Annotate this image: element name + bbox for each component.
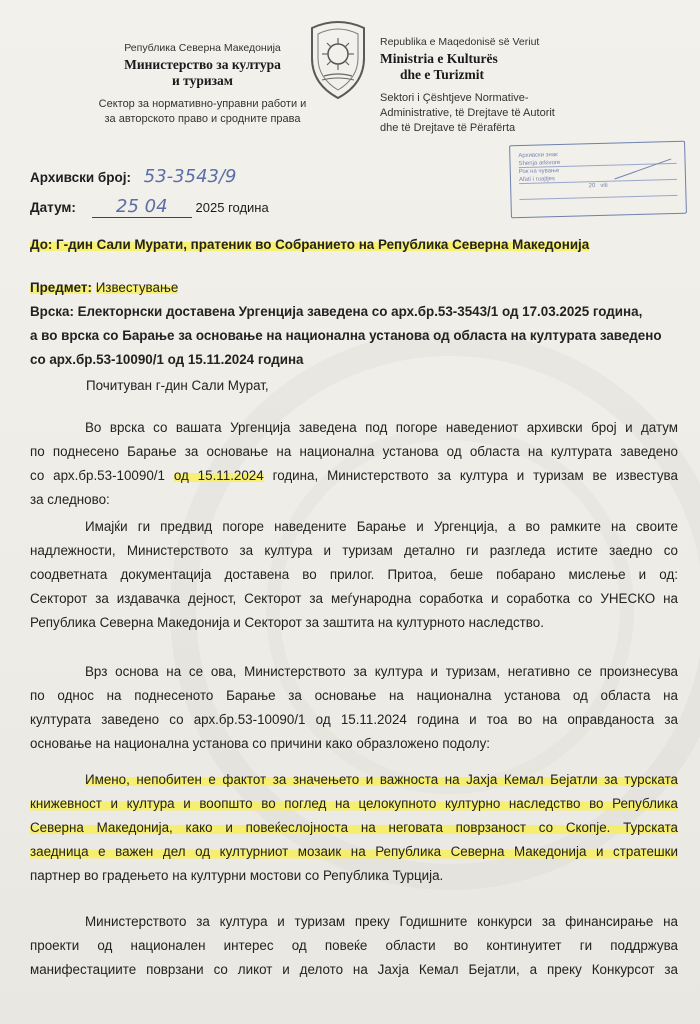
republic-name-mk: Република Северна Македонија <box>124 42 281 54</box>
ministry-name-mk: Министерство за култура и туризам <box>124 57 281 88</box>
sector-name-mk: Сектор за нормативно-управни работи и за авторското право и сродните права <box>98 98 307 125</box>
archive-date-row <box>30 196 269 218</box>
archive-stamp: Архивски знак Shenja arkivore Рок на чување Afati i ruajtjes 20 viti <box>509 141 687 219</box>
subject-ref-line: а во врска со Барање за основање на национална установа од областа на културата заведено <box>30 328 662 343</box>
archive-number-label: Архивски број: <box>30 170 131 185</box>
paragraph-5: Министерството за култура и туризам преку Годишните конкурси за финансирање на проекти од национален интерес од повеќе области во континуитет ги поддржува манифестациите поврзани со ликот и делото на Јахја Кемал Бејатли, а преку Конкурсот за <box>30 914 678 977</box>
sector-name-sq: Sektori i Çështjeve Normative-Administrative, të Drejtave të Autorit dhe të Drejtave të Përafërta <box>380 92 555 134</box>
subject-ref-line: со арх.бр.53-10090/1 од 15.11.2024 година <box>30 352 304 367</box>
archive-date-label: Датум: <box>30 200 76 215</box>
paragraph-4: Имено, непобитен е фактот за значењето и важноста на Јахја Кемал Бејатли за турската книжевност и култура и воопшто во поглед на целокупното културно наследство во Република Северна Македонија, како и повеќеслојноста на неговата поврзаност со Скопје. Турската заедница е важен дел од културниот мозаик на Република Северна Македонија и стратешки партнер во градењето на културни мостови со Република Турција. <box>30 772 678 883</box>
subject-ref-line: Врска: Електорнски доставена Ургенција заведена со арх.бр.53-3543/1 од 17.03.2025 година, <box>30 304 643 319</box>
subject-value: Известување <box>95 280 179 295</box>
republic-name-sq: Republika e Maqedonisë së Veriut <box>380 36 540 48</box>
header-left-macedonian <box>95 42 310 127</box>
archive-number-row <box>30 166 237 187</box>
paragraph-3: Врз основа на се ова, Министерството за култура и туризам, негативно се произнесува по однос на поднесеното Барање за основање на национална установа од областа на културата заведено со арх.бр.53-10090/1 од 15.11.2024 година и тоа во на оправданоста за основање на национална установа со причини како образложено подолу: <box>30 664 678 751</box>
paragraph-1: Во врска со вашата Ургенција заведена под погоре наведениот архивски број и датум по поднесено Барање за основање на национална установа од областа на културата заведено со арх.бр.53-10090/1 од 15.11.2024 година, Министерството за култура и туризам ве известува за следново: <box>30 420 678 507</box>
header-right-albanian <box>380 36 570 136</box>
ministry-name-sq: Ministria e Kulturës dhe e Turizmit <box>380 51 498 82</box>
state-emblem-icon <box>302 14 374 102</box>
subject-block <box>30 276 678 372</box>
archive-date-year: 2025 година <box>195 200 269 215</box>
addressee: До: Г-дин Сали Мурати, пратеник во Собранието на Република Северна Македонија <box>30 237 590 252</box>
subject-label: Предмет: <box>30 280 92 295</box>
paragraph-2: Имајќи ги предвид погоре наведените Барање и Ургенција, а во рамките на своите надлежности, Министерството за култура и туризам детално ги разгледа истите заедно со соодветната документација доставена во прилог. Притоа, беше побарано мислење и од: Секторот за издавачка дејност, Секторот за меѓународна соработка и соработка со УНЕСКО на Република Северна Македонија и Секторот за заштита на културното наследство. <box>30 519 678 630</box>
archive-number-value: 53-3543/9 <box>143 166 237 187</box>
archive-date-value: 25 04 <box>116 196 168 217</box>
salutation: Почитуван г-дин Сали Мурат, <box>86 378 269 393</box>
